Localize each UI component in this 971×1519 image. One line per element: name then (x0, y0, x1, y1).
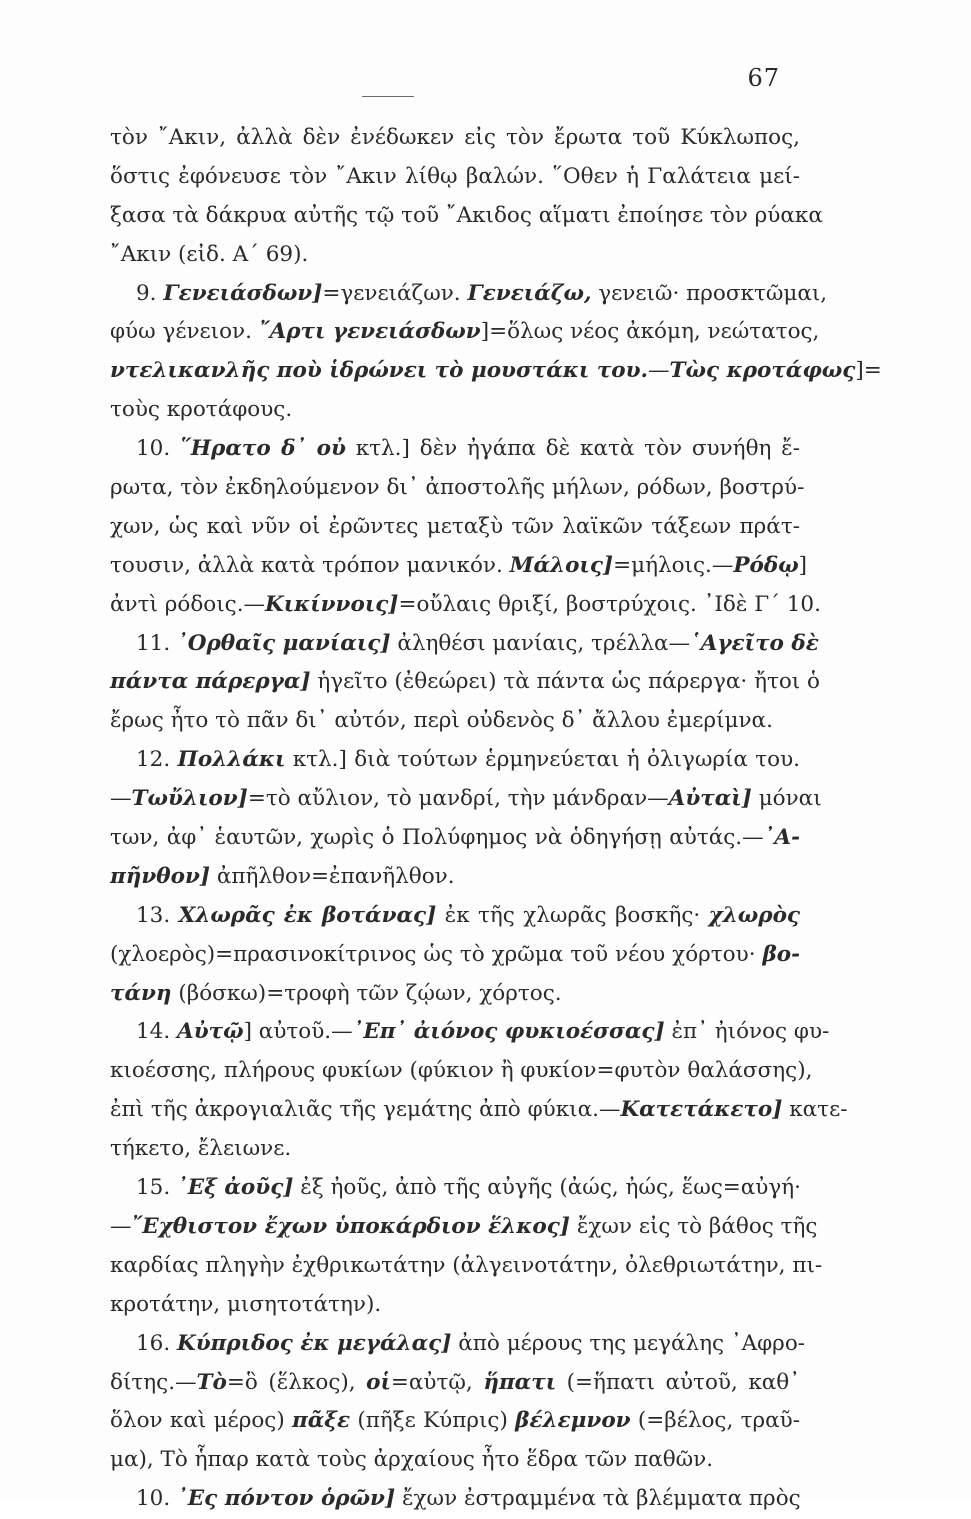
text-line (110, 1247, 823, 1286)
line-text: μόναι (751, 786, 822, 812)
text-line (110, 547, 808, 586)
lemma-term: Κύπριδος ἐκ μεγάλας] (177, 1330, 452, 1356)
line-text: 15. (136, 1175, 178, 1201)
line-text: =τὸ αὔλιον, τὸ μανδρί, τὴν μάνδραν— (247, 786, 669, 812)
line-text: =μήλοις.— (613, 552, 734, 578)
line-text: ὅλον καὶ μέρος) (110, 1408, 293, 1434)
lemma-term: Κατετάκετο] (620, 1097, 783, 1123)
text-line (110, 391, 800, 430)
line-text: ἐπὶ τῆς ἀκρογιαλιᾶς τῆς γεμάτης ἀπὸ φύκια.— (110, 1097, 621, 1123)
line-text: των, ἀφ᾽ ἑαυτῶν, χωρὶς ὁ Πολύφημος νὰ ὁδηγήσῃ αὐτάς.— (110, 825, 764, 851)
line-text: — (110, 786, 132, 812)
text-line (110, 1402, 800, 1441)
text-line (110, 663, 820, 702)
lemma-term: χλωρὸς (708, 902, 800, 928)
line-text: (πῆξε Κύπρις) (350, 1408, 516, 1434)
line-text: ῎Ακιν (εἰδ. Α΄ 69). (110, 241, 309, 267)
line-text: ἔχων ἐστραμμένα τὰ βλέμματα πρὸς (395, 1486, 801, 1512)
line-text: γενειῶ· προσκτῶμαι, (591, 280, 828, 306)
text-line (110, 158, 800, 197)
lemma-term: ῞Ηρατο δ᾽ οὐ (179, 436, 346, 462)
text-line (110, 858, 800, 897)
text-line (110, 1325, 806, 1364)
lemma-term: ᾿Ες πόντον ὁρῶν] (177, 1486, 396, 1512)
line-text: ]= (855, 358, 882, 384)
line-text: τουσιν, ἀλλὰ κατὰ τρόπον μανικόν. (110, 552, 510, 578)
page-number: 67 (747, 64, 780, 92)
lemma-term: Τὼς κροτάφως (669, 358, 856, 384)
text-line (110, 625, 819, 664)
text-line (110, 702, 800, 741)
line-text: χων, ὡς καὶ νῦν οἱ ἐρῶντες μεταξὺ τῶν λαϊκῶν τάξεων πράτ- (110, 513, 800, 539)
text-line (110, 119, 800, 158)
line-text: τοὺς κροτάφους. (110, 397, 293, 423)
line-text: (βόσκω)=τροφὴ τῶν ζῴων, χόρτος. (171, 980, 562, 1006)
lemma-term: πάντα πάρεργα] (110, 669, 311, 695)
line-text: ἀπὸ μέρους της μεγάλης ᾿Αφρο- (451, 1330, 806, 1356)
page-number-rule (362, 96, 414, 97)
text-line (110, 1130, 800, 1169)
lemma-term: ῾Αγεῖτο δὲ (689, 630, 819, 656)
line-text: 13. (136, 902, 179, 928)
text-line (110, 1052, 813, 1091)
line-text: ἔρως ἦτο τὸ πᾶν δι᾽ αὐτόν, περὶ οὐδενὸς δ᾽ ἄλλου ἐμερίμνα. (110, 708, 773, 734)
lemma-term: οἱ (366, 1369, 391, 1395)
line-text: τήκετο, ἔλειωνε. (110, 1136, 292, 1162)
lemma-term: Γενειάσδων] (163, 280, 323, 306)
line-text: ὅστις ἐφόνευσε τὸν ῎Ακιν λίθῳ βαλών. ῞Οθεν ἡ Γαλάτεια μεί- (110, 163, 800, 189)
line-text: ἀντὶ ρόδοις.— (110, 591, 266, 617)
line-text: ξασα τὰ δάκρυα αὐτῆς τῷ τοῦ ῎Ακιδος αἵματι ἐποίησε τὸν ρύακα (110, 202, 823, 228)
line-text: — (110, 1213, 132, 1239)
line-text: ἔχων εἰς τὸ βάθος τῆς (569, 1213, 818, 1239)
text-line (110, 819, 800, 858)
text-line (110, 197, 823, 236)
text-line (110, 1091, 848, 1130)
line-text: 9. (136, 280, 164, 306)
line-text: =ὃ (ἕλκος), (226, 1369, 367, 1395)
text-line (110, 313, 820, 352)
lemma-term: Πολλάκι (177, 747, 286, 773)
text-line (110, 1480, 800, 1519)
line-text: ] αὐτοῦ.— (243, 1019, 353, 1045)
line-text: 16. (136, 1330, 178, 1356)
lemma-term: Αὐτῷ (177, 1019, 244, 1045)
line-text: (=βέλος, τραῦ- (630, 1408, 800, 1434)
lemma-term: τάνη (110, 980, 172, 1006)
text-line (110, 975, 800, 1014)
line-text: ἀπῆλθον=ἐπανῆλθον. (210, 863, 455, 889)
line-text: ἐκ τῆς χλωρᾶς βοσκῆς· (436, 902, 709, 928)
line-text: ἀληθέσι μανίαις, τρέλλα— (390, 630, 690, 656)
line-text: 10. (136, 1486, 178, 1512)
line-text: κτλ.] δὲν ἠγάπα δὲ κατὰ τὸν συνήθη ἔ- (345, 436, 800, 462)
line-text: 12. (136, 747, 178, 773)
commentary-text (110, 119, 882, 1519)
lemma-term: ᾿Ορθαῖς μανίαις] (177, 630, 391, 656)
line-text: κιοέσσης, πλήρους φυκίων (φύκιον ἢ φυκίον=φυτὸν θαλάσσης), (110, 1058, 813, 1084)
lemma-term: Χλωρᾶς ἐκ βοτάνας] (178, 902, 437, 928)
lemma-term: πῆνθον] (110, 863, 211, 889)
text-line (110, 469, 805, 508)
text-line (110, 1364, 800, 1403)
line-text: ]=ὅλως νέος ἀκόμη, νεώτατος, (480, 319, 820, 345)
lemma-term: Αὐταὶ] (668, 786, 752, 812)
text-line (110, 936, 800, 975)
line-text: 14. (136, 1019, 178, 1045)
text-line (110, 586, 821, 625)
lemma-term: ῎Αρτι γενειάσδων (258, 319, 481, 345)
text-line (110, 352, 882, 391)
lemma-term: βέλεμνον (515, 1408, 631, 1434)
lemma-term: ῎Εχθιστον ἔχων ὑποκάρδιον ἕλκος] (131, 1213, 570, 1239)
text-line (110, 508, 800, 547)
line-text: τὸν ῎Ακιν, ἀλλὰ δὲν ἐνέδωκεν εἰς τὸν ἔρωτα τοῦ Κύκλωπος, (110, 125, 800, 150)
line-text: 10. (136, 436, 180, 462)
line-text: ] (798, 552, 808, 578)
line-text: (χλοερὸς)=πρασινοκίτρινος ὡς τὸ χρῶμα τοῦ νέου χόρτου· (110, 941, 763, 967)
lemma-term: Ρόδῳ (733, 552, 799, 578)
line-text: =αὐτῷ, (390, 1369, 484, 1395)
line-text: ρωτα, τὸν ἐκδηλούμενον δι᾽ ἀποστολῆς μήλων, ρόδων, βοστρύ- (110, 475, 805, 501)
text-line (110, 275, 828, 314)
line-text: ἐξ ἠοῦς, ἀπὸ τῆς αὐγῆς (ἀώς, ἠώς, ἕως=αὐγή· (293, 1175, 801, 1201)
text-line (110, 1286, 800, 1325)
lemma-term: ντελικανλῆς ποὺ ἱδρώνει τὸ μουστάκι του. (110, 358, 649, 384)
text-line (110, 1441, 800, 1480)
text-line (110, 897, 800, 936)
lemma-term: πᾶξε (292, 1408, 351, 1434)
line-text: =γενειάζων. (322, 280, 468, 306)
text-line (110, 741, 800, 780)
lemma-term: ᾿Επ᾽ ἀιόνος φυκιοέσσας] (352, 1019, 665, 1045)
line-text: — (648, 358, 670, 384)
lemma-term: Τὸ (196, 1369, 227, 1395)
line-text: 11. (136, 630, 178, 656)
line-text: κτλ.] διὰ τούτων ἑρμηνεύεται ἡ ὀλιγωρία του. (285, 747, 800, 773)
lemma-term: Τωὔλιον] (131, 786, 248, 812)
text-line (110, 780, 822, 819)
lemma-term: Μάλοις] (509, 552, 614, 578)
line-text: δίτης.— (110, 1369, 197, 1395)
line-text: (=ἥπατι αὐτοῦ, καθ᾽ (556, 1369, 800, 1395)
line-text: καρδίας πληγὴν ἐχθρικωτάτην (ἀλγεινοτάτην, ὀλεθριωτάτην, πι- (110, 1252, 823, 1278)
line-text: =οὔλαις θριξί, βοστρύχοις. ᾿Ιδὲ Γ΄ 10. (398, 591, 821, 617)
text-line (110, 1169, 800, 1208)
line-text: κροτάτην, μισητοτάτην). (110, 1291, 382, 1317)
line-text: ἐπ᾽ ἠιόνος φυ- (664, 1019, 830, 1045)
line-text: ἡγεῖτο (ἐθεώρει) τὰ πάντα ὡς πάρεργα· ἤτοι ὁ (310, 669, 820, 695)
lemma-term: ἥπατι (483, 1369, 557, 1395)
lemma-term: Γενειάζω, (467, 280, 592, 306)
lemma-term: Κικίννοις] (265, 591, 399, 617)
lemma-term: ᾿Α- (763, 825, 800, 851)
text-line (110, 236, 800, 275)
line-text: μα), Τὸ ἧπαρ κατὰ τοὺς ἀρχαίους ἦτο ἕδρα τῶν παθῶν. (110, 1447, 714, 1473)
lemma-term: βο- (762, 941, 800, 967)
text-line (110, 430, 800, 469)
lemma-term: ᾿Εξ ἀοῦς] (177, 1175, 294, 1201)
line-text: φύω γένειον. (110, 319, 259, 345)
text-line (110, 1013, 830, 1052)
line-text: κατε- (782, 1097, 848, 1123)
text-line (110, 1208, 818, 1247)
